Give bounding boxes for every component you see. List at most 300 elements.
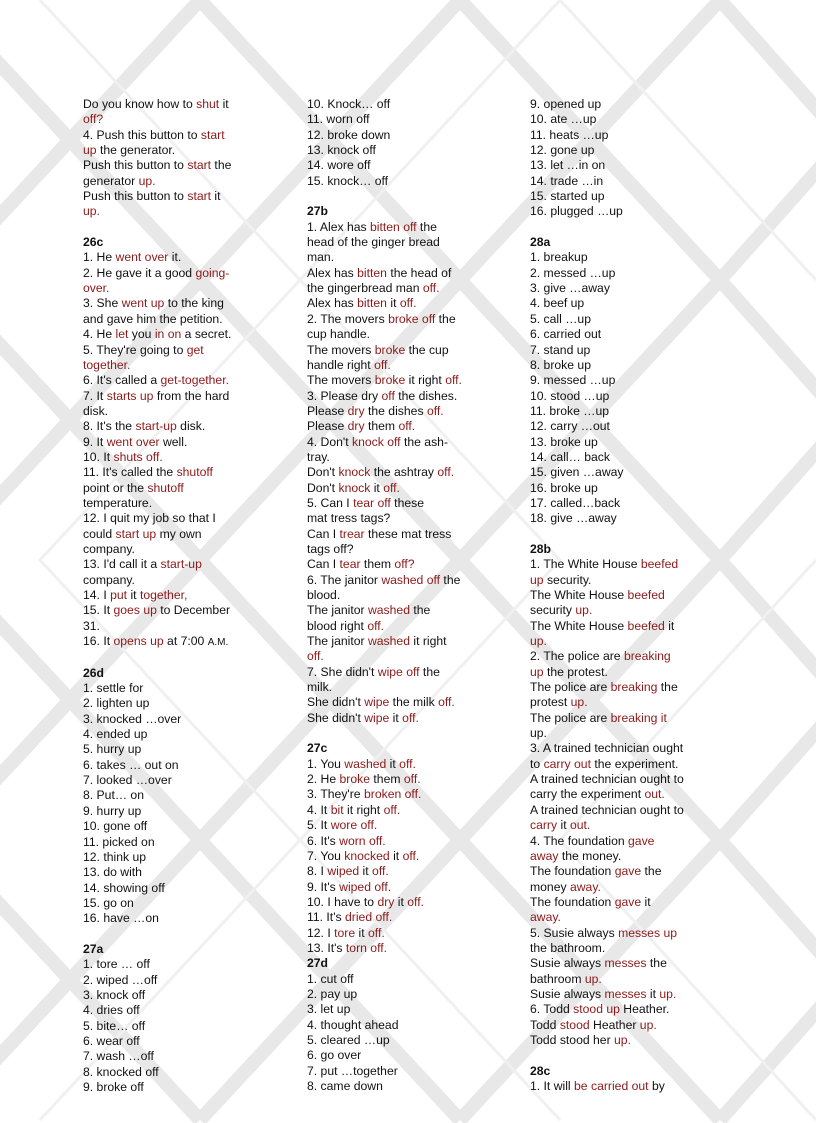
highlighted-phrase: off. [426, 403, 444, 418]
text-line [530, 511, 702, 526]
text-line [83, 742, 255, 757]
line-text: the ash- [400, 434, 449, 449]
highlighted-phrase: off. [383, 802, 401, 817]
highlighted-phrase: out. [569, 818, 591, 833]
line-text: The police are [530, 710, 611, 725]
text-line [83, 1019, 255, 1034]
text-line [83, 404, 255, 419]
line-text: the bathroom. [530, 940, 606, 955]
line-text: generator [83, 173, 139, 188]
line-text: 14. call… back [530, 449, 610, 464]
line-text: head of the ginger bread [307, 235, 440, 250]
text-line [530, 174, 702, 189]
line-text: 5. Can I [307, 495, 354, 510]
line-text: my own [156, 526, 202, 541]
line-text: The movers [307, 342, 375, 357]
text-line [83, 327, 255, 342]
text-line [307, 281, 479, 296]
line-text: 6. It's called a [83, 373, 161, 388]
line-text: 6. wear off [83, 1033, 140, 1048]
line-text: 12. I quit my job so that I [83, 511, 216, 526]
line-text: it [219, 97, 229, 111]
line-text: Alex has [307, 296, 358, 311]
line-text: 7. It [83, 388, 107, 403]
text-line [307, 634, 479, 649]
text-line [307, 250, 479, 265]
line-text: 12. carry …out [530, 419, 610, 434]
text-line [307, 327, 479, 342]
highlighted-phrase: start-up [160, 557, 202, 572]
line-text: 3. knock off [83, 987, 146, 1002]
highlighted-phrase: start-up [135, 419, 177, 434]
highlighted-phrase: dried off. [345, 910, 393, 925]
text-line [307, 404, 479, 419]
line-text: Alex has [307, 265, 358, 280]
highlighted-phrase: together. [83, 357, 131, 372]
line-text: 15. knock… off [307, 173, 389, 188]
line-text: 12. gone up [530, 143, 595, 158]
line-text: 8. knocked off [83, 1064, 159, 1079]
line-text: 3. knocked …over [83, 711, 182, 726]
highlighted-phrase: knocked [344, 848, 390, 863]
text-line [530, 435, 702, 450]
text-line [530, 481, 702, 496]
heading-text: 27c [307, 741, 328, 756]
text-line [530, 1018, 702, 1033]
text-line [530, 880, 702, 895]
line-text: 4. beef up [530, 296, 585, 311]
highlighted-phrase: wiped off. [339, 879, 392, 894]
highlighted-phrase: tore [334, 925, 356, 940]
highlighted-phrase: messes [604, 986, 647, 1001]
highlighted-phrase: off. [445, 373, 462, 388]
line-text: well. [159, 434, 188, 449]
highlighted-phrase: start [187, 158, 212, 173]
text-line [83, 1080, 255, 1095]
text-line [307, 220, 479, 235]
text-line [530, 373, 702, 388]
section-heading [83, 666, 255, 681]
blank-line [530, 527, 702, 542]
highlighted-phrase: shuts off. [113, 449, 163, 464]
text-line [307, 496, 479, 511]
line-text: 4. thought ahead [307, 1017, 399, 1032]
line-text: 12. I [307, 925, 335, 940]
text-line [530, 266, 702, 281]
text-line [83, 527, 255, 542]
text-line [307, 787, 479, 802]
line-text: 4. He [83, 327, 116, 342]
section-heading [83, 942, 255, 957]
highlighted-phrase: out. [644, 787, 665, 802]
text-line [307, 588, 479, 603]
line-text: a secret. [181, 327, 232, 342]
line-text: it right [409, 634, 447, 649]
line-text: 6. Todd [530, 1002, 574, 1017]
text-line [307, 97, 479, 112]
text-line [83, 435, 255, 450]
line-text: the [211, 158, 232, 173]
highlighted-phrase: get-together. [160, 373, 229, 388]
line-text: it [664, 618, 675, 633]
line-text: 2. messed …up [530, 265, 616, 280]
line-text: it [359, 864, 373, 879]
highlighted-phrase: beefed [627, 588, 665, 602]
text-line [530, 588, 702, 603]
blank-line [530, 220, 702, 235]
line-text: 13. do with [83, 865, 142, 880]
text-line [83, 189, 255, 204]
highlighted-phrase: off. [383, 480, 400, 495]
text-line [83, 128, 255, 143]
text-line [83, 1034, 255, 1049]
line-text: company. [83, 572, 135, 587]
heading-text: 27b [307, 204, 329, 219]
highlighted-phrase: broke off [388, 311, 436, 326]
line-text: it [386, 756, 400, 771]
text-line [307, 389, 479, 404]
text-line [83, 358, 255, 373]
text-line [307, 603, 479, 618]
line-text: 10. I have to [307, 894, 378, 909]
line-text: blood. [307, 588, 341, 602]
text-line [530, 557, 702, 572]
section-heading [83, 235, 255, 250]
line-text: it [127, 588, 140, 602]
line-text: the head of [386, 265, 452, 280]
text-line [530, 465, 702, 480]
line-text: the ashtray [370, 465, 438, 480]
heading-text: 27a [83, 941, 104, 956]
line-text: The police are [530, 680, 611, 695]
text-line [530, 757, 702, 772]
line-text: point or the [83, 480, 148, 495]
highlighted-phrase: off [381, 388, 395, 403]
line-text: 11. broke …up [530, 403, 610, 418]
highlighted-phrase: up [530, 572, 544, 587]
highlighted-phrase: together, [139, 588, 188, 602]
text-line [83, 573, 255, 588]
highlighted-phrase: carry out [543, 756, 591, 771]
text-line [83, 588, 255, 603]
line-text: the money. [558, 848, 622, 863]
line-text: 16. have …on [83, 911, 159, 926]
highlighted-phrase: be carried out [574, 1079, 649, 1093]
text-line [530, 711, 702, 726]
highlighted-phrase: off. [399, 296, 417, 311]
line-text: the [419, 664, 440, 679]
text-line [307, 112, 479, 127]
line-text: security. [543, 572, 592, 587]
line-text: Don't [307, 465, 339, 480]
highlighted-phrase: bitten [357, 296, 387, 311]
text-line [530, 680, 702, 695]
highlighted-phrase: messes [604, 956, 647, 971]
line-text: it [389, 848, 403, 863]
line-text: up. [530, 726, 547, 741]
line-text: 15. given …away [530, 465, 624, 480]
text-line [530, 787, 702, 802]
line-text: it [394, 894, 408, 909]
highlighted-phrase: dry [377, 894, 395, 909]
highlighted-phrase: wipe [364, 710, 390, 725]
text-line [530, 419, 702, 434]
text-line [530, 987, 702, 1002]
text-line [83, 1049, 255, 1064]
highlighted-phrase: dry [347, 419, 365, 434]
highlighted-phrase: off? [394, 557, 415, 572]
heading-text: 26d [83, 665, 105, 680]
highlighted-phrase: off. [422, 281, 440, 296]
line-text: 5. hurry up [83, 742, 142, 757]
text-line [530, 281, 702, 296]
text-line [83, 481, 255, 496]
line-text: 14. showing off [83, 880, 165, 895]
line-text: 7. She didn't [307, 664, 378, 679]
text-line [83, 97, 255, 112]
line-text: to December [156, 603, 231, 618]
line-text: by [648, 1079, 665, 1093]
line-text: disk. [83, 403, 109, 418]
line-text: them [360, 557, 395, 572]
text-line [307, 143, 479, 158]
line-text: 10. stood …up [530, 388, 610, 403]
line-text: 17. called…back [530, 495, 621, 510]
line-text: The White House [530, 618, 628, 633]
text-line [307, 128, 479, 143]
text-line [83, 681, 255, 696]
highlighted-phrase: starts up [106, 388, 154, 403]
blank-line [83, 650, 255, 665]
line-text: 16. broke up [530, 480, 598, 495]
text-line [307, 834, 479, 849]
line-text: company. [83, 541, 135, 556]
line-text: tags off? [307, 541, 354, 556]
line-text: 12. broke down [307, 127, 391, 142]
line-text: Please [307, 403, 348, 418]
text-line [307, 343, 479, 358]
highlighted-phrase: let [115, 327, 129, 342]
text-line [83, 712, 255, 727]
text-line [307, 972, 479, 987]
line-text: 6. It's [307, 833, 340, 848]
line-text: the experiment. [590, 756, 679, 771]
line-text: at 7:00 [163, 634, 208, 649]
text-line [83, 1003, 255, 1018]
line-text: 1. Alex has [307, 219, 371, 234]
line-text: 13. It's [307, 940, 346, 955]
line-text: it right [343, 802, 384, 817]
line-text: 2. The police are [530, 649, 624, 664]
line-text: the [646, 956, 667, 971]
text-line [530, 956, 702, 971]
text-line [307, 864, 479, 879]
highlighted-phrase: stood [559, 1017, 590, 1032]
line-text: tray. [307, 449, 330, 464]
text-line [307, 465, 479, 480]
text-line [307, 803, 479, 818]
highlighted-phrase: torn off. [345, 940, 388, 955]
line-text: it [211, 189, 221, 204]
line-text: 3. They're [307, 787, 364, 802]
text-line [307, 557, 479, 572]
text-line [530, 358, 702, 373]
line-text: cup handle. [307, 327, 371, 342]
text-line [83, 788, 255, 803]
line-text: 11. worn off [307, 112, 370, 127]
line-text: Todd [530, 1017, 560, 1032]
line-text: 5. Susie always [530, 925, 619, 940]
text-line [83, 496, 255, 511]
line-text: 3. give …away [530, 281, 610, 296]
text-line [530, 189, 702, 204]
line-text: it [370, 480, 384, 495]
line-text: 2. pay up [307, 986, 358, 1001]
line-text: 5. bite… off [83, 1018, 146, 1033]
text-line [307, 527, 479, 542]
text-line [83, 819, 255, 834]
line-text: 2. lighten up [83, 696, 150, 711]
text-line [83, 727, 255, 742]
line-text: Push this button to [83, 158, 188, 173]
line-text: and gave him the petition. [83, 311, 223, 326]
line-text: Push this button to [83, 189, 188, 204]
text-line [307, 1002, 479, 1017]
text-line [530, 296, 702, 311]
line-text: 4. Push this button to [83, 127, 201, 142]
text-line [530, 926, 702, 941]
text-line [307, 266, 479, 281]
text-line [307, 435, 479, 450]
line-text: The janitor [307, 634, 368, 649]
text-line [530, 603, 702, 618]
line-text: it. [168, 250, 182, 265]
highlighted-phrase: off. [374, 357, 391, 372]
line-text: 8. Put… on [83, 788, 144, 803]
highlighted-phrase: bit [330, 802, 344, 817]
highlighted-phrase: away. [569, 879, 601, 894]
text-line [530, 834, 702, 849]
text-line [83, 373, 255, 388]
line-text: the milk [389, 695, 439, 710]
text-line [83, 143, 255, 158]
heading-text: 27d [307, 956, 329, 971]
highlighted-phrase: carry [530, 818, 558, 833]
highlighted-phrase: worn off. [339, 833, 386, 848]
line-text: 14. trade …in [530, 173, 604, 188]
text-line [83, 865, 255, 880]
text-line [83, 557, 255, 572]
heading-text: 26c [83, 235, 104, 250]
line-text: 9. It [83, 434, 107, 449]
line-text: A trained technician ought to [530, 772, 684, 787]
text-line [83, 973, 255, 988]
line-text: handle right [307, 357, 375, 372]
text-line [530, 327, 702, 342]
text-line [83, 804, 255, 819]
line-text: 8. I [307, 864, 328, 879]
highlighted-phrase: trear [339, 526, 365, 541]
text-line [307, 849, 479, 864]
line-text: milk. [307, 680, 333, 695]
line-text: 18. give …away [530, 511, 617, 526]
line-text: 11. It's called the [83, 465, 177, 480]
highlighted-phrase: knock [338, 465, 371, 480]
section-heading [307, 741, 479, 756]
heading-text: 28b [530, 541, 552, 556]
line-text: Don't [307, 480, 339, 495]
line-text: 8. It's the [83, 419, 136, 434]
text-line [307, 880, 479, 895]
line-text: 1. settle for [83, 681, 144, 696]
text-line [83, 850, 255, 865]
line-text: to the king [164, 296, 224, 311]
highlighted-phrase: tear [339, 557, 361, 572]
text-line [530, 158, 702, 173]
line-text: bathroom [530, 971, 585, 986]
text-line [83, 266, 255, 281]
highlighted-phrase: opens up [113, 634, 164, 649]
text-line [307, 910, 479, 925]
text-line [530, 695, 702, 710]
highlighted-phrase: shutoff [176, 465, 213, 480]
line-text: Can I [307, 557, 340, 572]
text-line [307, 680, 479, 695]
text-line [530, 389, 702, 404]
line-text: 4. ended up [83, 727, 148, 742]
line-text: 2. He [307, 772, 340, 787]
line-text: The foundation [530, 894, 615, 909]
text-line [83, 389, 255, 404]
line-text: The movers [307, 373, 375, 388]
text-line [530, 864, 702, 879]
section-heading [307, 956, 479, 971]
highlighted-phrase: start [200, 127, 225, 142]
line-text: 4. Don't [307, 434, 353, 449]
line-text: She didn't [307, 710, 365, 725]
highlighted-phrase: washed off [381, 572, 441, 587]
line-text: The janitor [307, 603, 368, 618]
blank-line [530, 1048, 702, 1063]
text-line [530, 741, 702, 756]
highlighted-phrase: off. [398, 419, 416, 434]
line-text: Please [307, 419, 348, 434]
line-text: it [355, 925, 368, 940]
line-text: 16. plugged …up [530, 204, 623, 219]
line-text: 1. The White House [530, 557, 641, 572]
line-text: 1. He [83, 250, 116, 265]
text-line [83, 204, 255, 219]
text-line [83, 281, 255, 296]
heading-text: 28c [530, 1063, 551, 1078]
text-line [83, 158, 255, 173]
highlighted-phrase: off. [307, 649, 324, 664]
line-text: 5. They're going to [83, 342, 187, 357]
text-line [307, 373, 479, 388]
line-text: 13. broke up [530, 434, 598, 449]
line-text: 1. You [307, 756, 345, 771]
text-line [83, 957, 255, 972]
text-line [307, 619, 479, 634]
text-line [530, 128, 702, 143]
highlighted-phrase: shutoff [147, 480, 184, 495]
line-text: the [641, 864, 662, 879]
line-text: 9. It's [307, 879, 340, 894]
line-text: the [416, 219, 437, 234]
highlighted-phrase: wipe off [377, 664, 420, 679]
line-text: 14. wore off [307, 158, 371, 173]
text-line [530, 312, 702, 327]
